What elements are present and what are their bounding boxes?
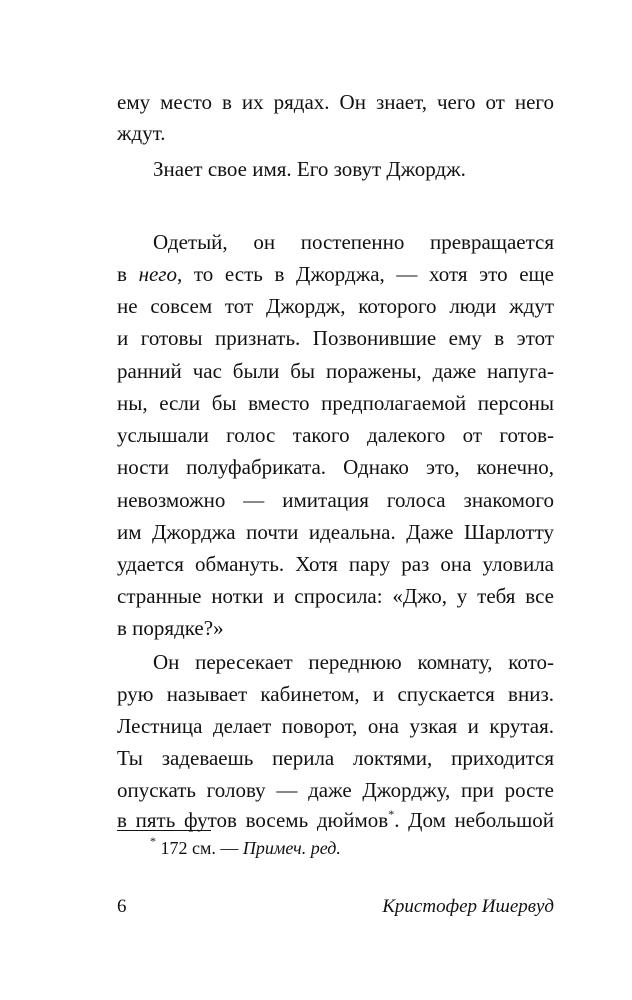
text-line-13: им Джорджа почти идеальна. Даже Шарлотту (117, 520, 554, 544)
text-line-5-prefix: в (117, 262, 127, 286)
text-line-21: опускать голову — даже Джорджу, при росте (117, 778, 554, 802)
footnote-mark: * (150, 834, 156, 848)
text-line-17: Он пересекает переднюю комнату, кото- (153, 650, 554, 674)
text-line-8: ранний час были бы поражены, даже напуга- (117, 359, 554, 383)
footnote-text: 172 см. — (156, 838, 243, 858)
text-line-7: и готовы признать. Позвонившие ему в этот (117, 326, 554, 350)
page-number: 6 (117, 896, 127, 917)
text-line-12: невозможно — имитация голоса знакомого (117, 488, 554, 512)
text-line-15: странные нотки и спросила: «Джо, у тебя все (117, 584, 554, 608)
text-line-22-main: в пять футов восемь дюймов (117, 808, 389, 832)
text-line-19: Лестница делает поворот, она узкая и крутая. (117, 714, 554, 738)
text-line-1: ему место в их рядах. Он знает, чего от него (117, 90, 554, 114)
text-line-10: услышали голос такого далекого от готов- (117, 423, 554, 447)
text-line-18: рую называет кабинетом, и спускается вниз. (117, 682, 554, 706)
footnote (150, 836, 341, 860)
text-line-5 (117, 260, 554, 288)
footnote-editor-note: Примеч. ред. (242, 838, 341, 858)
text-line-22-rest: . Дом небольшой (394, 808, 555, 832)
footnote-reference: * (388, 807, 395, 821)
emphasis-word: него (138, 262, 177, 286)
text-line-2: ждут. (117, 121, 166, 145)
text-line-11: ности полуфабриката. Однако это, конечно, (117, 455, 554, 479)
text-line-9: ны, если бы вместо предполагаемой персоны (117, 391, 554, 415)
text-line-4: Одетый, он постепенно превращается (153, 230, 554, 254)
text-line-16: в порядке?» (117, 616, 224, 640)
text-line-20: Ты задеваешь перила локтями, приходится (117, 746, 554, 770)
footnote-divider (117, 830, 211, 831)
text-line-3: Знает свое имя. Его зовут Джордж. (153, 157, 466, 181)
text-line-14: удается обмануть. Хотя пару раз она уловила (117, 552, 554, 576)
text-line-5-rest: , то есть в Джорджа, — хотя это еще (177, 262, 555, 286)
running-footer-author: Кристофер Ишервуд (382, 896, 554, 917)
text-line-6: не совсем тот Джордж, которого люди ждут (117, 294, 554, 318)
